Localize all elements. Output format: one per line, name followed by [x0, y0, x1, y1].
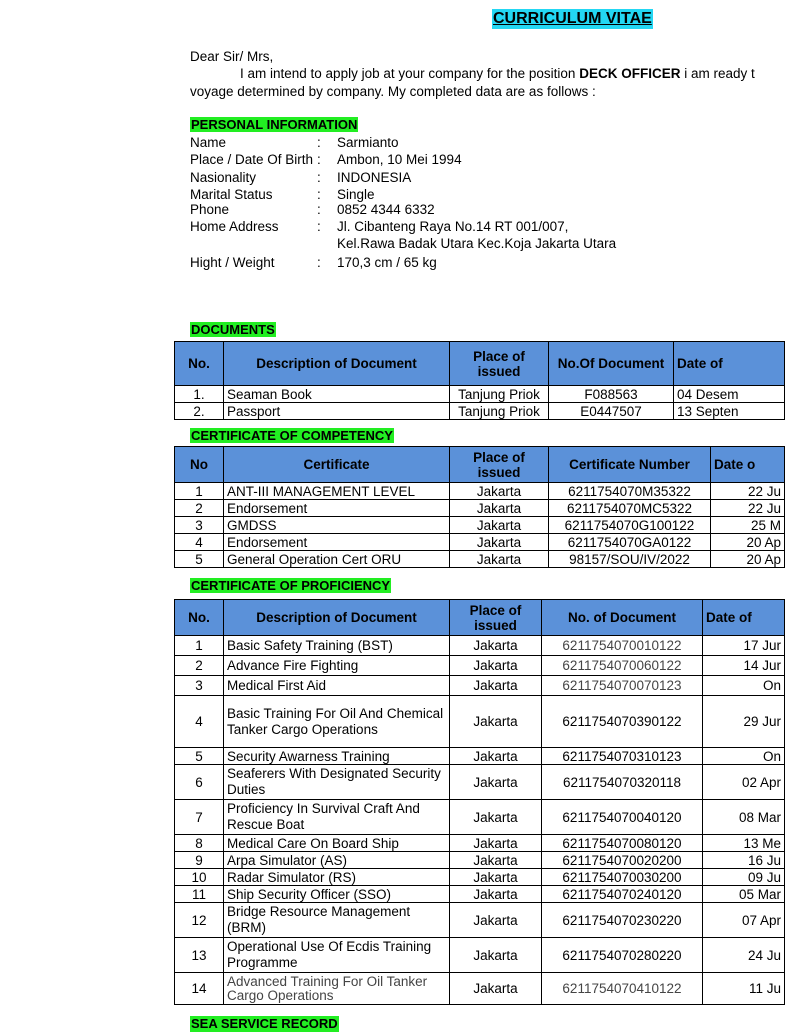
table-cell: 14	[175, 973, 224, 1005]
table-cell: Jakarta	[450, 517, 549, 534]
table-cell: 3	[175, 517, 224, 534]
table-cell: Arpa Simulator (AS)	[224, 852, 450, 869]
intro-position: DECK OFFICER	[579, 66, 681, 81]
table-cell: 6211754070G100122	[549, 517, 711, 534]
table-cell: Jakarta	[450, 748, 542, 765]
table-cell: 6211754070080120	[542, 835, 703, 852]
table-cell: Bridge Resource Management (BRM)	[224, 903, 450, 938]
table-row	[175, 551, 785, 568]
table-row	[175, 676, 785, 696]
table-cell: Proficiency In Survival Craft And Rescue Boat	[224, 800, 450, 835]
table-cell: Seaferers With Designated Security Duties	[224, 765, 450, 800]
table-cell: E0447507	[549, 403, 674, 420]
table-row	[175, 765, 785, 800]
table-cell: 1	[175, 636, 224, 656]
table-row	[175, 534, 785, 551]
column-header: Date of	[703, 600, 785, 636]
table-cell: 25 M	[711, 517, 785, 534]
personal-label-marital: Marital Status	[190, 187, 273, 202]
table-cell: Tanjung Priok	[450, 403, 549, 420]
table-cell: Jakarta	[450, 886, 542, 903]
table-cell: 6	[175, 765, 224, 800]
intro-pre: I am intend to apply job at your company for the position	[240, 66, 580, 81]
table-cell: 6211754070310123	[542, 748, 703, 765]
table-cell: 5	[175, 551, 224, 568]
table-cell: 6211754070410122	[542, 973, 703, 1005]
competency-heading-label: CERTIFICATE OF COMPETENCY	[191, 428, 393, 443]
table-cell: Jakarta	[450, 835, 542, 852]
personal-label-nationality: Nasionality	[190, 170, 257, 185]
colon: :	[317, 202, 321, 217]
table-cell: Jakarta	[450, 696, 542, 748]
table-cell: Medical Care On Board Ship	[224, 835, 450, 852]
column-header: No.Of Document	[549, 342, 674, 386]
table-row	[175, 903, 785, 938]
table-cell: Jakarta	[450, 676, 542, 696]
column-header: Certificate Number	[549, 447, 711, 483]
column-header: Description of Document	[224, 600, 450, 636]
personal-heading-label: PERSONAL INFORMATION	[191, 117, 358, 132]
greeting: Dear Sir/ Mrs,	[190, 49, 274, 64]
table-cell: 11 Ju	[703, 973, 785, 1005]
table-cell: 6211754070020200	[542, 852, 703, 869]
table-cell: 1.	[175, 386, 224, 403]
table-row	[175, 517, 785, 534]
colon: :	[317, 152, 321, 167]
table-cell: 08 Mar	[703, 800, 785, 835]
table-cell: Endorsement	[224, 500, 450, 517]
column-header: Place of issued	[450, 342, 549, 386]
table-cell: 6211754070040120	[542, 800, 703, 835]
table-cell: 6211754070320118	[542, 765, 703, 800]
table-cell: 4	[175, 696, 224, 748]
table-cell: 2	[175, 656, 224, 676]
personal-label-height-weight: Hight / Weight	[190, 255, 275, 270]
proficiency-table	[174, 599, 785, 1005]
table-row	[175, 656, 785, 676]
table-cell: 9	[175, 852, 224, 869]
table-cell: 6211754070390122	[542, 696, 703, 748]
table-cell: 13 Septen	[674, 403, 785, 420]
table-cell: 6211754070230220	[542, 903, 703, 938]
table-cell: Security Awarness Training	[224, 748, 450, 765]
personal-label-name: Name	[190, 135, 227, 150]
table-cell: Passport	[224, 403, 450, 420]
personal-value-nationality: INDONESIA	[337, 170, 412, 185]
table-cell: Ship Security Officer (SSO)	[224, 886, 450, 903]
table-cell: 6211754070240120	[542, 886, 703, 903]
table-row	[175, 696, 785, 748]
column-header: Place of issued	[450, 600, 542, 636]
table-cell: Jakarta	[450, 869, 542, 886]
documents-table	[174, 341, 785, 420]
proficiency-heading	[190, 578, 391, 594]
table-cell: 13 Me	[703, 835, 785, 852]
table-cell: 6211754070070123	[542, 676, 703, 696]
table-cell: Jakarta	[450, 765, 542, 800]
table-cell: Jakarta	[450, 852, 542, 869]
table-cell: 5	[175, 748, 224, 765]
table-cell: Advanced Training For Oil Tanker Cargo Operations	[224, 973, 450, 1005]
column-header: Place of issued	[450, 447, 549, 483]
table-cell: 10	[175, 869, 224, 886]
personal-value-birth: Ambon, 10 Mei 1994	[337, 152, 462, 167]
column-header: Date of	[674, 342, 785, 386]
table-row	[175, 886, 785, 903]
colon: :	[317, 135, 321, 150]
table-cell: 24 Ju	[703, 938, 785, 973]
table-cell: 2.	[175, 403, 224, 420]
personal-value-name: Sarmianto	[337, 135, 399, 150]
table-cell: 04 Desem	[674, 386, 785, 403]
column-header: No	[175, 447, 224, 483]
personal-value-address-2: Kel.Rawa Badak Utara Kec.Koja Jakarta Utara	[337, 236, 617, 251]
table-cell: Basic Training For Oil And Chemical Tanker Cargo Operations	[224, 696, 450, 748]
colon: :	[317, 170, 321, 185]
table-cell: On	[703, 676, 785, 696]
table-cell: 6211754070M35322	[549, 483, 711, 500]
table-cell: Jakarta	[450, 938, 542, 973]
table-row	[175, 835, 785, 852]
column-header: No.	[175, 600, 224, 636]
table-cell: 07 Apr	[703, 903, 785, 938]
table-row	[175, 386, 785, 403]
personal-heading	[190, 117, 358, 133]
table-row	[175, 403, 785, 420]
table-row	[175, 938, 785, 973]
table-cell: 13	[175, 938, 224, 973]
table-cell: Jakarta	[450, 551, 549, 568]
table-cell: 20 Ap	[711, 551, 785, 568]
table-header-row	[175, 447, 785, 483]
table-cell: 6211754070030200	[542, 869, 703, 886]
documents-heading-label: DOCUMENTS	[191, 322, 275, 337]
table-cell: On	[703, 748, 785, 765]
table-cell: 98157/SOU/IV/2022	[549, 551, 711, 568]
table-cell: 6211754070MC5322	[549, 500, 711, 517]
table-row	[175, 869, 785, 886]
table-header-row	[175, 342, 785, 386]
documents-heading	[190, 322, 276, 338]
table-cell: Operational Use Of Ecdis Training Programme	[224, 938, 450, 973]
colon: :	[317, 219, 321, 234]
table-cell: 1	[175, 483, 224, 500]
table-cell: General Operation Cert ORU	[224, 551, 450, 568]
table-cell: 2	[175, 500, 224, 517]
column-header: Certificate	[224, 447, 450, 483]
table-cell: Jakarta	[450, 903, 542, 938]
personal-value-address-1: Jl. Cibanteng Raya No.14 RT 001/007,	[337, 219, 569, 234]
table-cell: 11	[175, 886, 224, 903]
table-cell: Tanjung Priok	[450, 386, 549, 403]
personal-label-birth: Place / Date Of Birth	[190, 152, 314, 167]
column-header: Description of Document	[224, 342, 450, 386]
table-cell: 22 Ju	[711, 483, 785, 500]
table-cell: ANT-III MANAGEMENT LEVEL	[224, 483, 450, 500]
intro-line-2: voyage determined by company. My completed data are as follows :	[190, 84, 596, 99]
table-cell: GMDSS	[224, 517, 450, 534]
table-cell: Jakarta	[450, 656, 542, 676]
table-cell: 7	[175, 800, 224, 835]
table-cell: Jakarta	[450, 636, 542, 656]
column-header: Date o	[711, 447, 785, 483]
table-cell: Jakarta	[450, 500, 549, 517]
table-cell: Jakarta	[450, 483, 549, 500]
table-cell: 22 Ju	[711, 500, 785, 517]
competency-heading	[190, 428, 394, 444]
table-cell: Basic Safety Training (BST)	[224, 636, 450, 656]
table-cell: 4	[175, 534, 224, 551]
colon: :	[317, 255, 321, 270]
personal-value-marital: Single	[337, 187, 375, 202]
table-cell: Advance Fire Fighting	[224, 656, 450, 676]
personal-label-phone: Phone	[190, 202, 230, 217]
proficiency-heading-label: CERTIFICATE OF PROFICIENCY	[191, 578, 391, 593]
intro-post: i am ready t	[680, 66, 755, 81]
table-header-row	[175, 600, 785, 636]
table-cell: Jakarta	[450, 973, 542, 1005]
table-cell: 29 Jur	[703, 696, 785, 748]
column-header: No. of Document	[542, 600, 703, 636]
table-cell: 09 Ju	[703, 869, 785, 886]
table-cell: 8	[175, 835, 224, 852]
table-cell: 6211754070280220	[542, 938, 703, 973]
table-cell: Radar Simulator (RS)	[224, 869, 450, 886]
page-title: CURRICULUM VITAE	[493, 10, 652, 27]
table-cell: 6211754070010122	[542, 636, 703, 656]
table-cell: Endorsement	[224, 534, 450, 551]
table-cell: 6211754070GA0122	[549, 534, 711, 551]
table-row	[175, 500, 785, 517]
table-row	[175, 483, 785, 500]
personal-value-phone: 0852 4344 6332	[337, 202, 435, 217]
table-cell: 20 Ap	[711, 534, 785, 551]
table-row	[175, 636, 785, 656]
personal-label-address: Home Address	[190, 219, 279, 234]
table-row	[175, 852, 785, 869]
table-row	[175, 748, 785, 765]
table-row	[175, 800, 785, 835]
table-cell: 16 Ju	[703, 852, 785, 869]
table-row	[175, 973, 785, 1005]
colon: :	[317, 187, 321, 202]
table-cell: 14 Jur	[703, 656, 785, 676]
table-cell: F088563	[549, 386, 674, 403]
table-cell: Seaman Book	[224, 386, 450, 403]
table-cell: Medical First Aid	[224, 676, 450, 696]
sea-service-heading-label: SEA SERVICE RECORD	[191, 1016, 338, 1031]
table-cell: 05 Mar	[703, 886, 785, 903]
table-cell: 3	[175, 676, 224, 696]
intro-line-1	[240, 66, 755, 82]
table-cell: 12	[175, 903, 224, 938]
table-cell: 17 Jur	[703, 636, 785, 656]
table-cell: 6211754070060122	[542, 656, 703, 676]
table-cell: 02 Apr	[703, 765, 785, 800]
competency-table	[174, 446, 785, 568]
column-header: No.	[175, 342, 224, 386]
table-cell: Jakarta	[450, 534, 549, 551]
table-cell: Jakarta	[450, 800, 542, 835]
personal-value-height-weight: 170,3 cm / 65 kg	[337, 255, 437, 270]
sea-service-heading	[190, 1014, 339, 1031]
